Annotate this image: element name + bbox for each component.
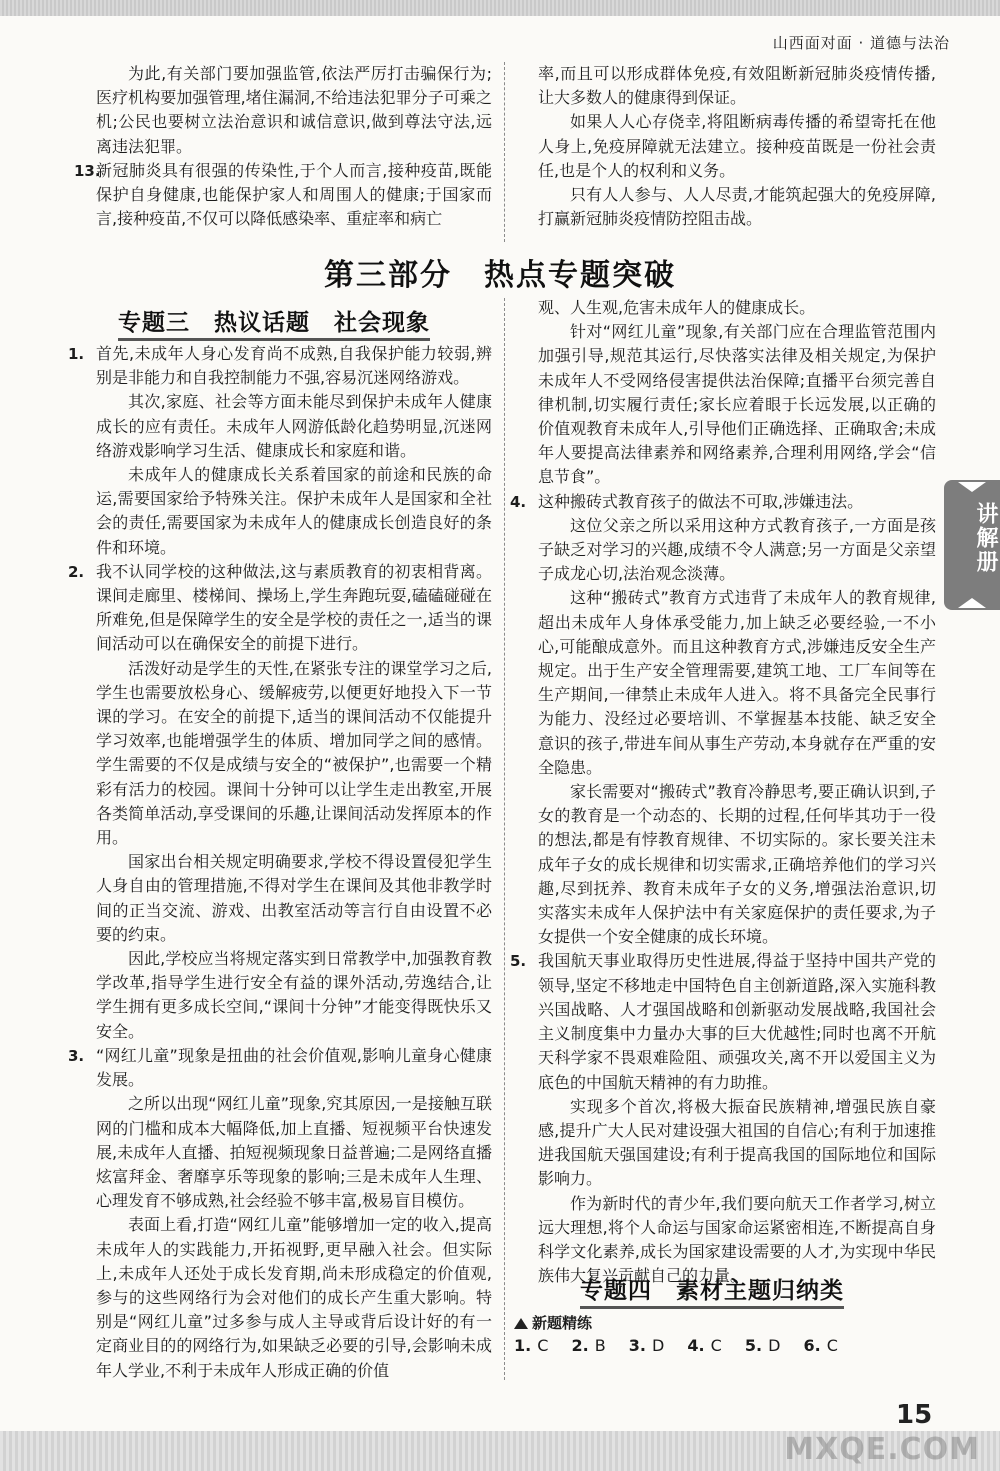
answer-key-item bbox=[514, 1336, 548, 1355]
section-4-title: 专题四 素材主题归纳类 bbox=[580, 1272, 844, 1305]
top-left-column bbox=[74, 62, 492, 231]
top-left-paragraph: 为此,有关部门要加强监管,依法严厉打击骗保行为;医疗机构要加强管理,堵住漏洞,不给违法犯罪分子可乘之机;公民也要树立法治意识和诚信意识,做到尊法守法,远离违法犯罪。 bbox=[96, 64, 492, 156]
practice-label: 新题精练 bbox=[532, 1314, 593, 1332]
item-number: 3. bbox=[68, 1046, 85, 1065]
item-number: 5. bbox=[510, 952, 527, 971]
chevron-up-icon bbox=[944, 596, 1000, 610]
answer-key-item bbox=[804, 1336, 838, 1355]
answer-key-item bbox=[571, 1336, 605, 1355]
answer-letter: D bbox=[768, 1336, 781, 1355]
answer-paragraph: 我不认同学校的这种做法,这与素质教育的初衷相背离。课间走廊里、楼梯间、操场上,学生奔跑玩耍,磕磕碰碰在所难免,但是保障学生的安全是学校的责任之一,适当的课间活动可以在确保安全的前提下进行。 bbox=[96, 561, 492, 654]
side-tab-label: 讲解册 bbox=[973, 502, 998, 574]
question-number: 13. bbox=[74, 161, 101, 180]
part-title: 第三部分 热点专题突破 bbox=[324, 258, 676, 293]
answer-letter: C bbox=[826, 1336, 838, 1355]
answer-paragraph: 活泼好动是学生的天性,在紧张专注的课堂学习之后,学生也需要放松身心、缓解疲劳,以便更好地投入下一节课的学习。在安全的前提下,适当的课间活动不仅能提升学习效率,也能增强学生的体质、增加同学之间的感情。学生需要的不仅是成绩与安全的“被保护”,也需要一个精彩有活力的校园。课间十分钟可以让学生走出教室,开展各类简单活动,享受课间的乐趣,让课间活动发挥原本的作用。 bbox=[96, 658, 492, 848]
answer-number: 1. bbox=[514, 1336, 532, 1355]
answer-paragraph: 这位父亲之所以采用这种方式教育孩子,一方面是孩子缺乏对学习的兴趣,成绩不令人满意;另一方面是父亲望子成龙心切,法治观念淡薄。 bbox=[538, 515, 936, 584]
column-divider-top bbox=[504, 62, 505, 242]
answer-letter: B bbox=[594, 1336, 606, 1355]
answer-item-2 bbox=[68, 560, 492, 1044]
answer-item-3 bbox=[68, 1044, 492, 1383]
main-right-column bbox=[510, 296, 936, 1288]
answer-item-4 bbox=[510, 490, 936, 950]
question-13 bbox=[74, 159, 492, 232]
watermark: MXQE.COM bbox=[784, 1432, 980, 1467]
answer-key bbox=[514, 1336, 856, 1355]
answer-key-item bbox=[745, 1336, 781, 1355]
item-number: 2. bbox=[68, 562, 85, 581]
answer-number: 3. bbox=[628, 1336, 646, 1355]
answer-paragraph: 实现多个首次,将极大振奋民族精神,增强民族自豪感,提升广大人民对建设强大祖国的自信心;有利于加速推进我国航天强国建设;有利于提高我国的国际地位和国际影响力。 bbox=[538, 1096, 936, 1189]
answer-paragraph: 之所以出现“网红儿童”现象,究其原因,一是接触互联网的门槛和成本大幅降低,加上直播、短视频平台快速发展,未成年人直播、拍短视频现象日益普遍;二是网络直播炫富拜金、奢靡享乐等现象的影响;三是未成年人生理、心理发育不够成熟,社会经验不够丰富,极易盲目模仿。 bbox=[96, 1094, 492, 1211]
chevron-down-icon bbox=[944, 480, 1000, 494]
answer-number: 6. bbox=[803, 1336, 821, 1355]
main-left-column bbox=[68, 342, 492, 1383]
answer-paragraph: “网红儿童”现象是扭曲的社会价值观,影响儿童身心健康发展。 bbox=[96, 1045, 492, 1090]
answer-letter: C bbox=[537, 1336, 549, 1355]
answer-number: 5. bbox=[744, 1336, 763, 1355]
answer-paragraph: 观、人生观,危害未成年人的健康成长。 bbox=[538, 298, 816, 317]
answer-number: 2. bbox=[571, 1336, 589, 1355]
answer-paragraph: 国家出台相关规定明确要求,学校不得设置侵犯学生人身自由的管理措施,不得对学生在课间及其他非教学时间的正当交流、游戏、出教室活动等言行自由设置不必要的约束。 bbox=[96, 852, 492, 944]
practice-heading bbox=[514, 1312, 592, 1333]
answer-item-5 bbox=[510, 949, 936, 1288]
section-3-title: 专题三 热议话题 社会现象 bbox=[118, 304, 430, 337]
item-number: 4. bbox=[510, 492, 527, 511]
answer-paragraph: 因此,学校应当将规定落实到日常教学中,加强教育教学改革,指导学生进行安全有益的课外活动,劳逸结合,让学生拥有更多成长空间,“课间十分钟”才能变得既快乐又安全。 bbox=[96, 949, 492, 1041]
answer-paragraph: 这种“搬砖式”教育方式违背了未成年人的教育规律,超出未成年人身体承受能力,加上缺乏必要经验,一不小心,可能酿成意外。而且这种教育方式,涉嫌违反安全生产规定。出于生产安全管理需要,建筑工地、工厂车间等在生产期间,一律禁止未成年人进入。将不具备完全民事行为能力、没经过必要培训、不掌握基本技能、缺乏安全意识的孩子,带进车间从事生产劳动,本身就存在严重的安全隐患。 bbox=[538, 588, 936, 777]
top-right-paragraph: 如果人人心存侥幸,将阻断病毒传播的希望寄托在他人身上,免疫屏障就无法建立。接种疫苗既是一份社会责任,也是个人的权利和义务。 bbox=[538, 112, 936, 180]
answer-paragraph: 这种搬砖式教育孩子的做法不可取,涉嫌违法。 bbox=[538, 491, 864, 511]
answer-letter: D bbox=[652, 1336, 665, 1355]
top-right-column bbox=[538, 62, 936, 231]
side-tab bbox=[944, 480, 1000, 610]
answer-paragraph: 家长需要对“搬砖式”教育冷静思考,要正确认识到,子女的教育是一个动态的、长期的过程,任何毕其功于一役的想法,都是有悖教育规律、不切实际的。家长要关注未成年子女的成长规律和切实需求,正确培养他们的学习兴趣,尽到抚养、教育未成年子女的义务,增强法治意识,切实落实未成年人保护法中有关家庭保护的责任要求,为子女提供一个安全健康的成长环境。 bbox=[538, 782, 936, 947]
top-scan-edge bbox=[0, 0, 1000, 16]
answer-item-1 bbox=[68, 342, 492, 560]
answer-paragraph: 我国航天事业取得历史性进展,得益于坚持中国共产党的领导,坚定不移地走中国特色自主创新道路,深入实施科教兴国战略、人才强国战略和创新驱动发展战略,我国社会主义制度集中力量办大事的巨大优越性;同时也离不开航天科学家不畏艰难险阻、顽强攻关,离不开以爱国主义为底色的中国航天精神的有力助推。 bbox=[538, 951, 936, 1092]
answer-number: 4. bbox=[687, 1336, 705, 1355]
page-number: 15 bbox=[896, 1400, 933, 1430]
answer-letter: C bbox=[710, 1336, 722, 1355]
answer-paragraph: 首先,未成年人身心发育尚不成熟,自我保护能力较弱,辨别是非能力和自我控制能力不强,容易沉迷网络游戏。 bbox=[96, 344, 492, 388]
running-head: 山西面对面 · 道德与法治 bbox=[772, 34, 950, 52]
answer-paragraph: 作为新时代的青少年,我们要向航天工作者学习,树立远大理想,将个人命运与国家命运紧密相连,不断提高自身科学文化素养,成长为国家建设需要的人才,为实现中华民族伟大复兴贡献自己的力量。 bbox=[538, 1193, 936, 1286]
triangle-icon bbox=[514, 1318, 528, 1329]
answer-paragraph: 其次,家庭、社会等方面未能尽到保护未成年人健康成长的应有责任。未成年人网游低龄化趋势明显,沉迷网络游戏影响学习生活、健康成长和家庭和谐。 bbox=[96, 392, 492, 460]
answer-paragraph: 表面上看,打造“网红儿童”能够增加一定的收入,提高未成年人的实践能力,开拓视野,更早融入社会。但实际上,未成年人还处于成长发育期,尚未形成稳定的价值观,参与的这些网络行为会对他们的成长产生重大影响。特别是“网红儿童”过多参与成人主导或背后设计好的有一定商业目的的网络行为,如果缺乏必要的引导,会影响未成年人学业,不利于未成年人形成正确的价值 bbox=[96, 1215, 492, 1380]
answer-paragraph: 针对“网红儿童”现象,有关部门应在合理监管范围内加强引导,规范其运行,尽快落实法律及相关规定,为保护未成年人不受网络侵害提供法治保障;直播平台须完善自律机制,切实履行责任;家长应着眼于长远发展,以正确的价值观教育未成年人,引导他们正确选择、正确取舍;未成年人要提高法律素养和网络素养,合理利用网络,学会“信息节食”。 bbox=[538, 322, 936, 487]
top-right-paragraph: 只有人人参与、人人尽责,才能筑起强大的免疫屏障,打赢新冠肺炎疫情防控阻击战。 bbox=[538, 185, 936, 229]
answer-key-item bbox=[687, 1336, 721, 1355]
top-right-paragraph: 率,而且可以形成群体免疫,有效阻断新冠肺炎疫情传播,让大多数人的健康得到保证。 bbox=[538, 64, 936, 108]
item-number: 1. bbox=[68, 345, 85, 363]
column-divider-main bbox=[504, 298, 505, 1380]
answer-key-item bbox=[629, 1336, 665, 1355]
answer-paragraph: 未成年人的健康成长关系着国家的前途和民族的命运,需要国家给予特殊关注。保护未成年人是国家和全社会的责任,需要国家为未成年人的健康成长创造良好的条件和环境。 bbox=[96, 465, 492, 557]
question-13-text: 新冠肺炎具有很强的传染性,于个人而言,接种疫苗,既能保护自身健康,也能保护家人和周围人的健康;于国家而言,接种疫苗,不仅可以降低感染率、重症率和病亡 bbox=[96, 160, 492, 229]
